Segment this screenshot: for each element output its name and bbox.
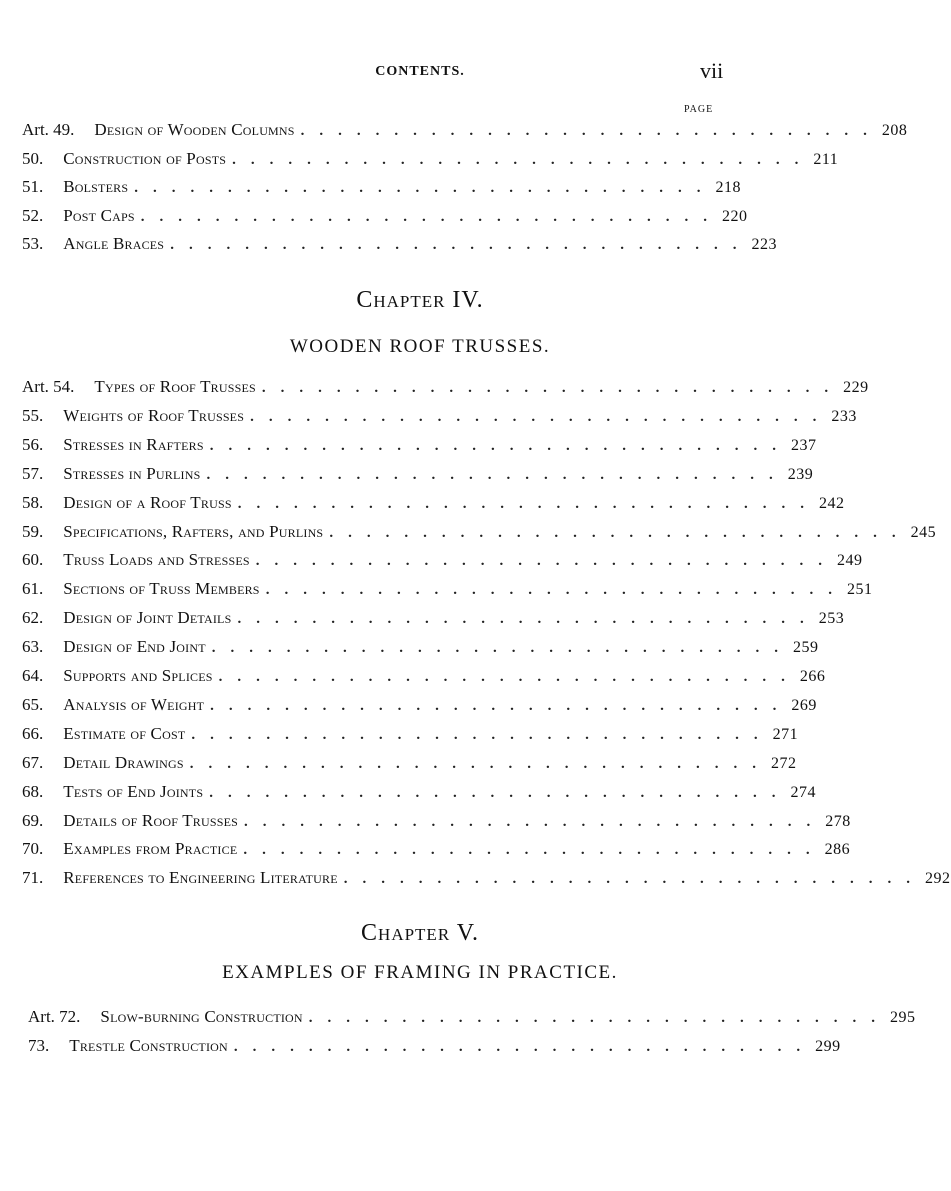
article-number: 58.: [22, 492, 44, 512]
dot-leader: ...............................: [232, 151, 814, 168]
article-number: 53.: [22, 234, 44, 253]
page-ref: 299: [815, 1038, 841, 1055]
page-ref: 208: [881, 122, 908, 139]
page-ref: 249: [836, 552, 863, 570]
toc-row: [22, 608, 845, 634]
toc-row: [22, 434, 817, 461]
page-ref: 237: [790, 436, 817, 454]
entry-title: Angle Braces: [63, 234, 165, 253]
toc-row: [22, 839, 851, 865]
article-number: 60.: [22, 550, 44, 570]
article-number: 57.: [22, 463, 44, 483]
article-number: 67.: [22, 752, 44, 772]
entry-title: Sections of Truss Members: [63, 579, 260, 599]
running-title: CONTENTS.: [375, 64, 465, 79]
toc-row: [22, 666, 826, 692]
entry-title: Stresses in Purlins: [63, 463, 201, 483]
entry-title: Estimate of Cost: [63, 723, 186, 743]
toc-row: [28, 1007, 916, 1033]
article-number: 56.: [22, 434, 44, 454]
dot-leader: ...............................: [134, 180, 716, 196]
toc-row: [22, 694, 817, 721]
toc-row: [22, 405, 857, 432]
article-number: Art. 49.: [22, 120, 75, 139]
page-ref: 251: [846, 581, 873, 599]
entry-title: Design of End Joint: [63, 637, 206, 657]
chapter-4-title: WOODEN ROOF TRUSSES.: [289, 336, 551, 357]
entry-title: Bolsters: [63, 177, 129, 196]
page-ref: 242: [818, 494, 845, 512]
page-ref: 211: [813, 150, 839, 168]
toc-row: [28, 1036, 841, 1062]
page-ref: 272: [771, 754, 797, 772]
dot-leader: ...............................: [189, 755, 772, 772]
entry-title: Truss Loads and Stresses: [63, 550, 250, 570]
entry-title: Trestle Construction: [69, 1036, 228, 1055]
article-number: 61.: [22, 579, 44, 599]
article-number: 50.: [22, 148, 44, 168]
toc-row: [22, 868, 951, 894]
article-number: 69.: [22, 810, 44, 830]
toc-row: [22, 120, 908, 146]
entry-title: Design of a Roof Truss: [63, 492, 232, 512]
dot-leader: ...............................: [233, 1039, 816, 1055]
article-number: 66.: [22, 723, 44, 743]
page-ref: 266: [799, 668, 826, 685]
page-ref: 220: [722, 207, 748, 225]
dot-leader: ...............................: [343, 871, 925, 888]
article-number: 51.: [22, 177, 44, 196]
dot-leader: ...............................: [250, 408, 832, 425]
toc-row: [22, 579, 873, 605]
entry-title: Tests of End Joints: [63, 781, 204, 801]
chapter-4-heading: Chapter IV.: [356, 287, 484, 313]
page-ref: 259: [793, 639, 819, 657]
page-ref: 269: [791, 696, 817, 714]
article-number: 68.: [22, 781, 44, 801]
toc-row: [22, 234, 777, 260]
article-number: 70.: [22, 839, 44, 859]
toc-row: [22, 177, 741, 203]
toc-row: [22, 781, 816, 808]
dot-leader: ...............................: [206, 466, 788, 483]
entry-title: Stresses in Rafters: [63, 434, 204, 454]
page-ref: 286: [824, 841, 851, 859]
toc-row: [22, 521, 937, 548]
entry-title: Design of Joint Details: [63, 608, 232, 628]
dot-leader: ...............................: [218, 669, 800, 685]
article-number: 65.: [22, 694, 44, 714]
dot-leader: ...............................: [210, 697, 792, 714]
dot-leader: ...............................: [140, 208, 723, 225]
toc-row: [22, 148, 839, 175]
article-number: 62.: [22, 608, 44, 628]
dot-leader: ...............................: [265, 582, 847, 599]
article-number: 52.: [22, 205, 44, 225]
toc-row: [22, 637, 819, 663]
page-ref: 253: [818, 610, 845, 628]
dot-leader: ...............................: [308, 1010, 891, 1026]
article-number: 55.: [22, 405, 44, 425]
entry-title: Post Caps: [63, 205, 135, 225]
dot-leader: ...............................: [209, 784, 791, 801]
article-number: 73.: [28, 1036, 50, 1055]
entry-title: Examples from Practice: [63, 839, 238, 859]
toc-row: [22, 723, 799, 750]
page-ref: 239: [787, 465, 814, 483]
entry-title: Analysis of Weight: [63, 694, 205, 714]
dot-leader: ...............................: [244, 813, 826, 830]
dot-leader: ...............................: [209, 437, 791, 454]
entry-title: Construction of Posts: [63, 148, 227, 168]
dot-leader: ...............................: [255, 553, 837, 570]
dot-leader: ...............................: [243, 842, 825, 859]
dot-leader: ...............................: [329, 524, 911, 541]
article-number: Art. 54.: [22, 377, 75, 396]
page-ref: 218: [715, 179, 741, 196]
entry-title: Weights of Roof Trusses: [63, 405, 245, 425]
entry-title: Slow-burning Construction: [100, 1007, 303, 1026]
dot-leader: ...............................: [170, 237, 752, 253]
page-ref: 292: [925, 870, 951, 888]
article-number: 59.: [22, 521, 44, 541]
entry-title: Detail Drawings: [63, 752, 184, 772]
dot-leader: ...............................: [261, 380, 844, 396]
article-number: 64.: [22, 666, 44, 685]
toc-row: [22, 377, 869, 403]
toc-row: [22, 810, 851, 837]
toc-row: [22, 205, 748, 232]
page-ref: 274: [790, 783, 816, 801]
entry-title: Details of Roof Trusses: [63, 810, 239, 830]
dot-leader: ...............................: [237, 495, 819, 512]
entry-title: Supports and Splices: [63, 666, 213, 685]
toc-row: [22, 752, 797, 779]
page-number: vii: [700, 58, 724, 83]
page-ref: 271: [772, 725, 799, 743]
dot-leader: ...............................: [211, 640, 793, 657]
chapter-5-heading: Chapter V.: [361, 920, 479, 946]
entry-title: References to Engineering Literature: [63, 868, 338, 888]
page-ref: 278: [825, 812, 851, 830]
entry-title: Design of Wooden Columns: [94, 120, 295, 139]
page-ref: 233: [831, 407, 857, 425]
dot-leader: ...............................: [300, 123, 882, 139]
toc-row: [22, 492, 845, 519]
dot-leader: ...............................: [191, 726, 773, 743]
article-number: 71.: [22, 868, 44, 888]
page-ref: 245: [910, 523, 937, 541]
page-ref: 229: [843, 379, 869, 396]
page-ref: 295: [890, 1009, 916, 1026]
article-number: 63.: [22, 637, 44, 657]
chapter-5-title: EXAMPLES OF FRAMING IN PRACTICE.: [222, 962, 618, 983]
entry-title: Types of Roof Trusses: [94, 377, 256, 396]
toc-row: [22, 463, 814, 490]
article-number: Art. 72.: [28, 1007, 81, 1026]
page-column-label: PAGE: [684, 104, 714, 115]
page-ref: 223: [751, 236, 777, 253]
dot-leader: ...............................: [237, 611, 819, 628]
entry-title: Specifications, Rafters, and Purlins: [63, 521, 324, 541]
toc-row: [22, 550, 863, 576]
